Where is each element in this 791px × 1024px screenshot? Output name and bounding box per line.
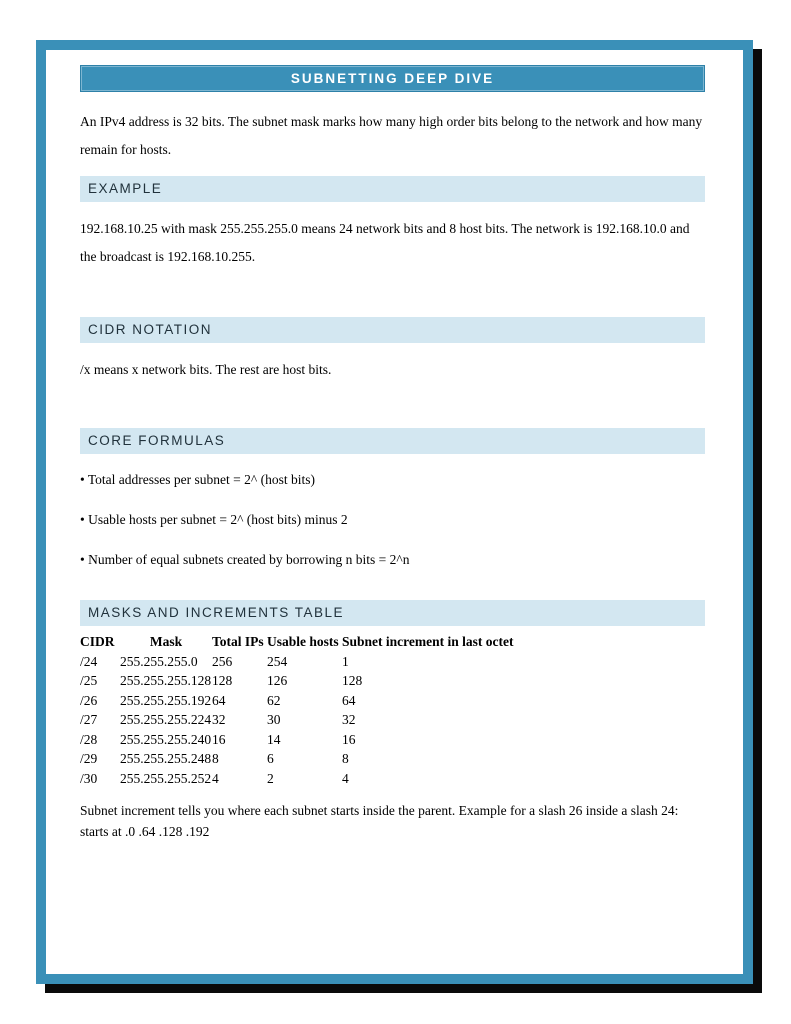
cell-usable-hosts: 62: [267, 692, 281, 708]
col-header-cidr: CIDR: [80, 634, 115, 649]
cell-mask: 255.255.255.240: [120, 731, 212, 747]
cell-total-ips: 4: [212, 770, 219, 786]
formulas-list: [80, 466, 705, 574]
cidr-paragraph: /x means x network bits. The rest are host bits.: [80, 362, 332, 377]
formula-item: • Total addresses per subnet = 2^ (host bits): [80, 472, 315, 487]
cell-increment: 16: [342, 731, 356, 747]
cell-mask: 255.255.255.248: [120, 751, 212, 766]
cell-cidr: /27: [80, 712, 98, 727]
section-header-cidr: [80, 317, 705, 343]
cell-total-ips: 64: [212, 692, 226, 708]
table-row: [80, 730, 528, 750]
cell-mask: 255.255.255.192: [120, 692, 212, 708]
cell-total-ips: 256: [212, 653, 233, 669]
cell-increment: 128: [342, 673, 363, 688]
cell-total-ips: 16: [212, 731, 226, 747]
cell-usable-hosts: 2: [267, 770, 274, 786]
cell-usable-hosts: 6: [267, 751, 274, 766]
example-paragraph: 192.168.10.25 with mask 255.255.255.0 means 24 network bits and 8 host bits. The network is 192.168.10.0 and the broadcast is 192.168.10.255.: [80, 221, 690, 264]
cell-increment: 64: [342, 692, 356, 708]
table-row: [80, 652, 528, 672]
col-header-usable-hosts: Usable hosts: [267, 634, 339, 649]
document-title: SUBNETTING DEEP DIVE: [290, 71, 495, 86]
cell-increment: 4: [342, 770, 349, 786]
col-header-mask: Mask: [149, 634, 183, 649]
section-header-example: [80, 176, 705, 202]
cell-cidr: /25: [80, 673, 98, 688]
table-header-row: [80, 632, 528, 652]
cell-increment: 1: [342, 653, 349, 669]
table-row: [80, 691, 528, 711]
col-header-total-ips: Total IPs: [212, 634, 264, 649]
table-row: [80, 710, 528, 730]
page-frame: [36, 40, 753, 984]
masks-table-heading: MASKS AND INCREMENTS TABLE: [88, 605, 345, 620]
col-header-subnet-increment: Subnet increment in last octet: [342, 634, 514, 649]
cell-total-ips: 8: [212, 751, 219, 766]
cell-cidr: /26: [80, 692, 98, 708]
formula-item: • Usable hosts per subnet = 2^ (host bits) minus 2: [80, 512, 348, 527]
cell-increment: 32: [342, 712, 356, 727]
example-heading: EXAMPLE: [88, 181, 163, 196]
intro-paragraph: An IPv4 address is 32 bits. The subnet mask marks how many high order bits belong to the network and how many remain for hosts.: [80, 114, 703, 157]
cell-total-ips: 128: [212, 673, 233, 688]
document-content: [46, 50, 743, 842]
section-header-formulas: [80, 428, 705, 454]
document-title-banner: [80, 65, 705, 92]
table-row: [80, 769, 528, 789]
cell-usable-hosts: 126: [267, 673, 288, 688]
cell-increment: 8: [342, 751, 349, 766]
cell-usable-hosts: 254: [267, 653, 288, 669]
formulas-heading: CORE FORMULAS: [88, 433, 226, 448]
table-row: [80, 749, 528, 769]
cell-mask: 255.255.255.252: [120, 770, 212, 786]
formula-item: • Number of equal subnets created by borrowing n bits = 2^n: [80, 552, 410, 567]
cell-cidr: /30: [80, 770, 98, 786]
cell-mask: 255.255.255.224: [120, 712, 212, 727]
section-header-masks-table: [80, 600, 705, 626]
cell-mask: 255.255.255.0: [120, 653, 198, 669]
footnote-paragraph: Subnet increment tells you where each subnet starts inside the parent. Example for a slash 26 inside a slash 24: starts at .0 .64 .128 .192: [80, 803, 679, 839]
cidr-heading: CIDR NOTATION: [88, 322, 212, 337]
cell-usable-hosts: 30: [267, 712, 281, 727]
cell-mask: 255.255.255.128: [120, 673, 212, 688]
cell-total-ips: 32: [212, 712, 226, 727]
cell-cidr: /29: [80, 751, 98, 766]
cell-usable-hosts: 14: [267, 731, 281, 747]
cell-cidr: /24: [80, 653, 98, 669]
table-row: [80, 671, 528, 691]
masks-table: [80, 632, 528, 788]
cell-cidr: /28: [80, 731, 98, 747]
